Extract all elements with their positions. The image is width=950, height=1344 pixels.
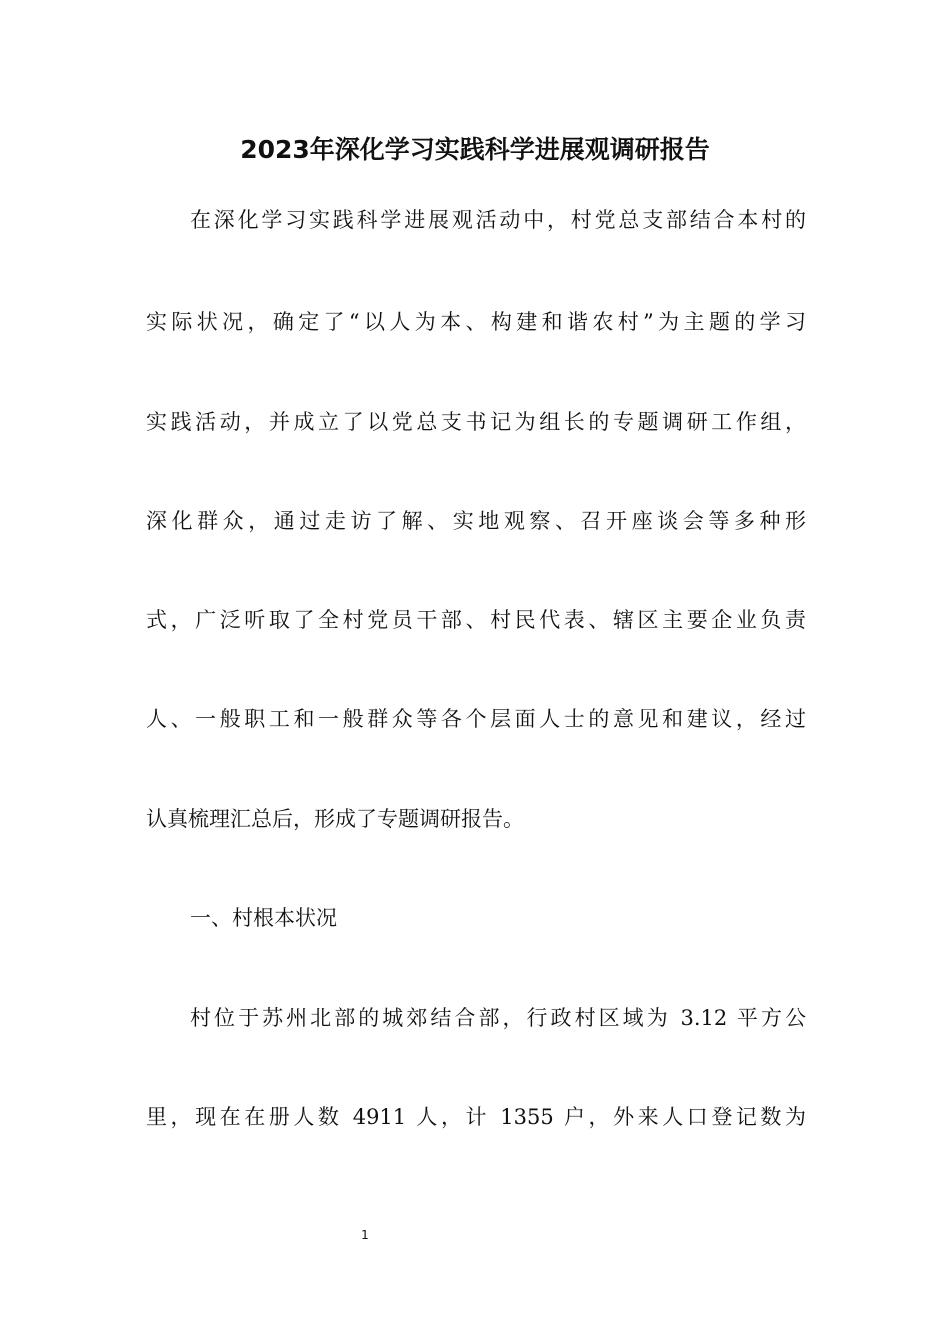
paragraph-line: 在深化学习实践科学进展观活动中，村党总支部结合本村的 [190, 208, 806, 232]
paragraph-line: 实际状况，确定了“以人为本、构建和谐农村”为主题的学习 [146, 310, 806, 334]
paragraph-line: 人、一般职工和一般群众等各个层面人士的意见和建议，经过 [146, 707, 806, 731]
paragraph-line: 认真梳理汇总后，形成了专题调研报告。 [146, 807, 524, 831]
page-number: 1 [361, 1228, 369, 1242]
paragraph-line: 式，广泛听取了全村党员干部、村民代表、辖区主要企业负责 [146, 608, 806, 632]
section-heading: 一、村根本状况 [190, 906, 337, 930]
paragraph-line: 里，现在在册人数 4911 人，计 1355 户，外来人口登记数为 [146, 1105, 806, 1129]
document-title: 2023年深化学习实践科学进展观调研报告 [240, 135, 710, 164]
paragraph-line: 村位于苏州北部的城郊结合部，行政村区域为 3.12 平方公 [190, 1006, 806, 1030]
paragraph-line: 实践活动，并成立了以党总支书记为组长的专题调研工作组， [146, 410, 806, 434]
paragraph-line: 深化群众，通过走访了解、实地观察、召开座谈会等多种形 [146, 509, 806, 533]
